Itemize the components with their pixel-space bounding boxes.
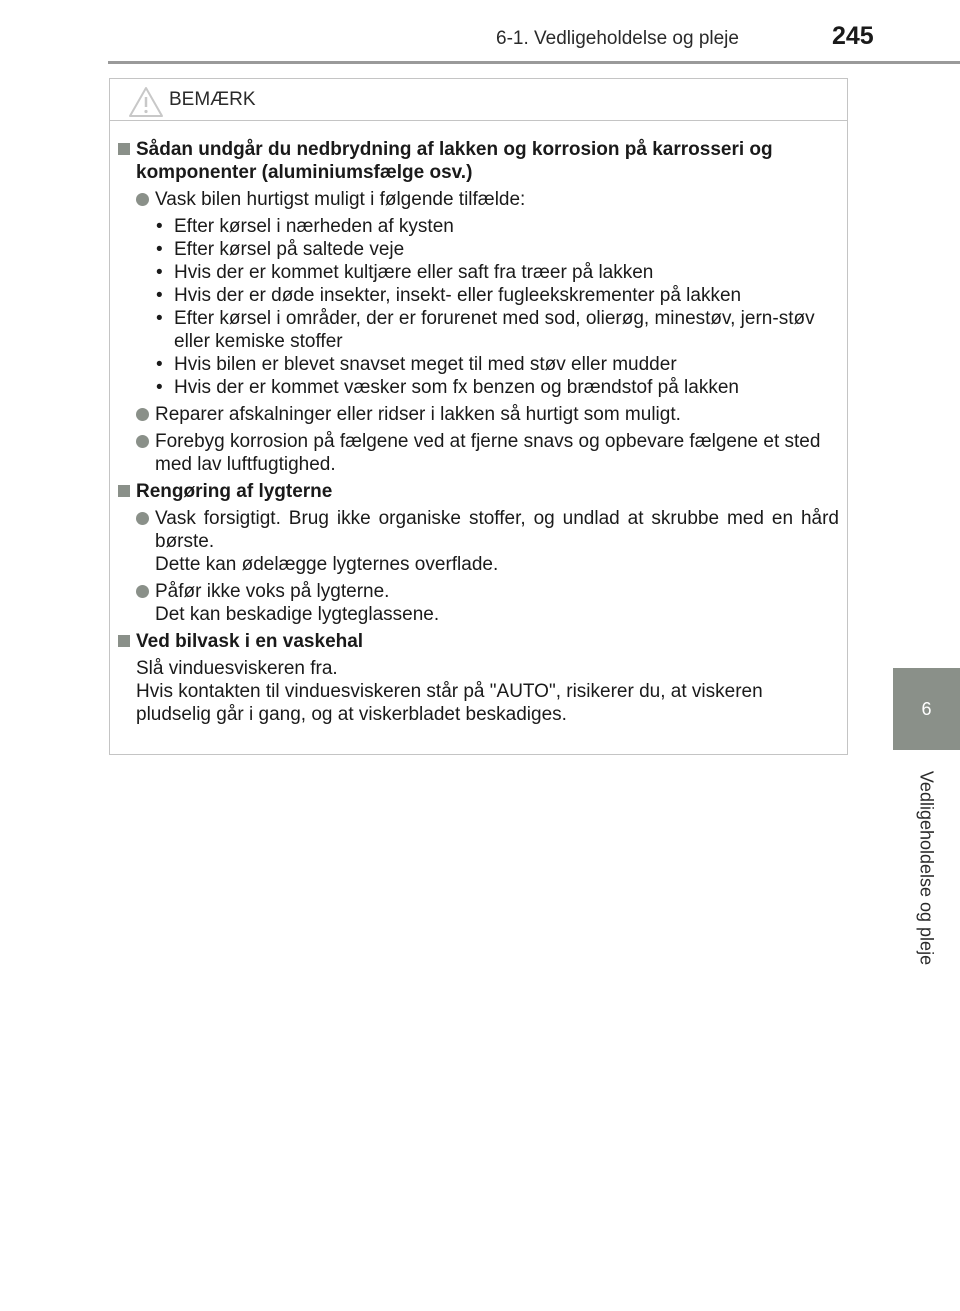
- list-item-line: Vask forsigtigt. Brug ikke organiske stoffer, og undlad at skrubbe med en hård børste.: [155, 508, 839, 552]
- dot-bullet-icon: •: [156, 262, 163, 283]
- section-lamp-cleaning: [118, 480, 839, 626]
- list-item: [136, 580, 839, 626]
- circle-bullet-icon: [136, 408, 149, 421]
- paragraph: [136, 657, 839, 726]
- circle-bullet-icon: [136, 193, 149, 206]
- dot-bullet-icon: •: [156, 354, 163, 375]
- list-item: [136, 430, 839, 476]
- section-heading: [118, 630, 839, 653]
- list-item-text: Forebyg korrosion på fælgene ved at fjerne snavs og opbevare fælgene et sted med lav luftfugtighed.: [155, 431, 821, 475]
- square-bullet-icon: [118, 635, 130, 647]
- bullet-text: Efter kørsel i områder, der er forurenet med sod, olierøg, minestøv, jern-støv eller kemiske stoffer: [174, 308, 815, 352]
- bullet-item: [156, 307, 839, 353]
- list-item-text: [155, 507, 839, 576]
- square-bullet-icon: [118, 485, 130, 497]
- list-item-line: Dette kan ødelægge lygternes overflade.: [155, 554, 499, 575]
- notice-header: [110, 79, 847, 121]
- paragraph-line: Slå vinduesviskeren fra.: [136, 658, 338, 679]
- bullet-item: [156, 284, 839, 307]
- list-item-line: Det kan beskadige lygteglassene.: [155, 604, 440, 625]
- chapter-tab: [893, 668, 960, 750]
- page-number: 245: [832, 22, 874, 50]
- circle-bullet-icon: [136, 435, 149, 448]
- section-heading: [118, 138, 839, 184]
- bullet-text: Efter kørsel på saltede veje: [174, 239, 405, 260]
- dot-bullet-icon: •: [156, 285, 163, 306]
- chapter-label: Vedligeholdelse og pleje: [916, 770, 937, 966]
- section-heading-text: Ved bilvask i en vaskehal: [136, 631, 364, 652]
- bullet-item: [156, 376, 839, 399]
- list-item-line: Påfør ikke voks på lygterne.: [155, 581, 390, 602]
- dot-bullet-icon: •: [156, 239, 163, 260]
- list-item: [136, 403, 839, 426]
- bullet-list: [156, 215, 839, 399]
- header-rule: [108, 61, 960, 64]
- bullet-text: Hvis der er døde insekter, insekt- eller fugleekskrementer på lakken: [174, 285, 742, 306]
- section-paint-protection: [118, 138, 839, 476]
- section-heading-text: Rengøring af lygterne: [136, 481, 333, 502]
- notice-box: [109, 78, 848, 755]
- circle-bullet-icon: [136, 512, 149, 525]
- list-item: [136, 507, 839, 576]
- notice-title: BEMÆRK: [169, 89, 256, 110]
- bullet-item: [156, 238, 839, 261]
- circle-bullet-icon: [136, 585, 149, 598]
- section-heading-text: Sådan undgår du nedbrydning af lakken og korrosion på karrosseri og komponenter (aluminiumsfælge osv.): [136, 139, 773, 183]
- dot-bullet-icon: •: [156, 308, 163, 329]
- square-bullet-icon: [118, 143, 130, 155]
- list-item-text: Vask bilen hurtigst muligt i følgende tilfælde:: [155, 189, 526, 210]
- bullet-text: Hvis der er kommet kultjære eller saft fra træer på lakken: [174, 262, 654, 283]
- bullet-item: [156, 261, 839, 284]
- warning-triangle-icon: [128, 86, 164, 118]
- chapter-number: 6: [921, 698, 932, 719]
- section-heading: [118, 480, 839, 503]
- paragraph-line: Hvis kontakten til vinduesviskeren står på "AUTO", risikerer du, at viskeren pludselig går i gang, og at viskerbladet beskadiges.: [136, 681, 763, 725]
- bullet-text: Efter kørsel i nærheden af kysten: [174, 216, 454, 237]
- list-item-text: Reparer afskalninger eller ridser i lakken så hurtigt som muligt.: [155, 404, 681, 425]
- bullet-text: Hvis bilen er blevet snavset meget til med støv eller mudder: [174, 354, 677, 375]
- bullet-item: [156, 353, 839, 376]
- running-header-title: 6-1. Vedligeholdelse og pleje: [496, 28, 739, 49]
- list-item-text: [155, 580, 839, 626]
- bullet-item: [156, 215, 839, 238]
- list-item: [136, 188, 839, 211]
- dot-bullet-icon: •: [156, 377, 163, 398]
- bullet-text: Hvis der er kommet væsker som fx benzen og brændstof på lakken: [174, 377, 739, 398]
- section-car-wash: [118, 630, 839, 726]
- dot-bullet-icon: •: [156, 216, 163, 237]
- notice-body: [110, 121, 847, 726]
